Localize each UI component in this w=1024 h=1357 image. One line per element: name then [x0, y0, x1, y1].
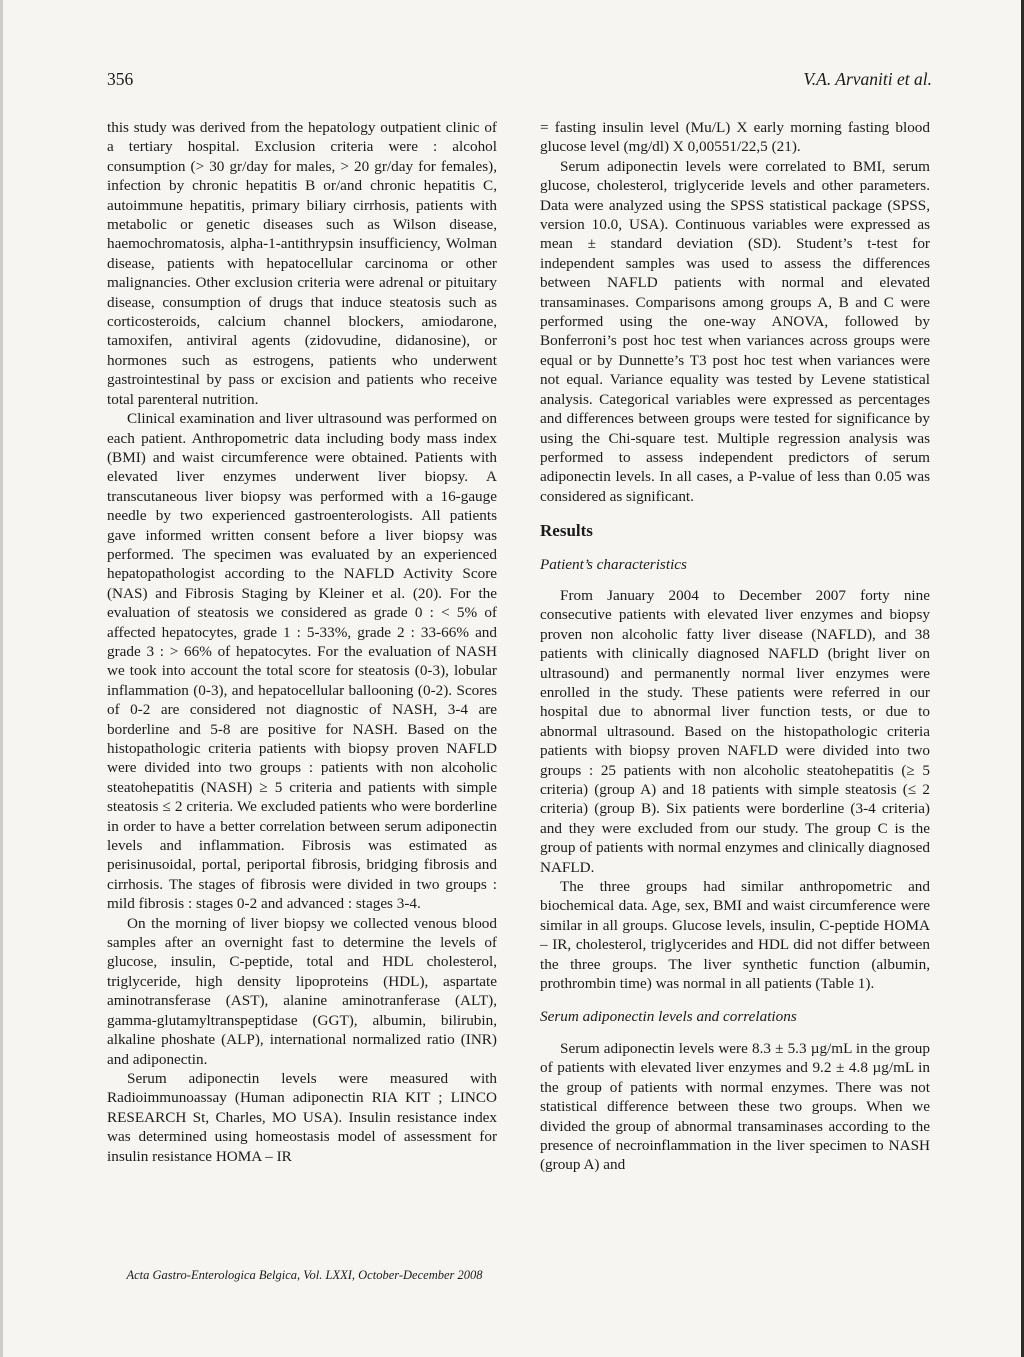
statistics-paragraph: Serum adiponectin levels were correlated to BMI, serum glucose, cholesterol, triglyceride levels and other parameters. Data were analyzed using the SPSS statistical package (SPSS, version 10.0, USA). Continuous variables were expressed as mean ± standard deviation (SD). Student’s t-test for independent samples was used to assess the differences between NAFLD patients with normal and elevated transaminases. Comparisons among groups A, B and C were performed using the one-way ANOVA, followed by Bonferroni’s post hoc test when variances across groups were equal or by Dunnette’s T3 post hoc test when variances were not equal. Variance equality was tested by Levene statistical analysis. Categorical variables were expressed as percentages and differences between groups were tested for significance by using the Chi-square test. Multiple regression analysis was performed to assess independent predictors of serum adiponectin levels. In all cases, a P-value of less than 0.05 was considered as significant.: [540, 157, 930, 505]
patients-paragraph-groups: The three groups had similar anthropometric and biochemical data. Age, sex, BMI and waist circumference were similar in all groups. Glucose levels, insulin, C-peptide HOMA – IR, cholesterol, triglycerides and HDL did not differ between the three groups. The liver synthetic function (albumin, prothrombin time) was normal in all patients (Table 1).: [540, 878, 930, 993]
methods-paragraph-blood-samples: On the morning of liver biopsy we collected venous blood samples after an overnight fast to determine the levels of glucose, insulin, C-peptide, total and HDL cholesterol, triglyceride, high density lipoproteins (HDL), aspartate aminotransferase (AST), alanine aminotranferase (ALT), gamma-glutamyltranspeptidase (GGT), albumin, bilirubin, alkaline phoshate (ALP), international normalized ratio (INR) and adiponectin.: [107, 914, 497, 1068]
patients-paragraph-enrollment: From January 2004 to December 2007 forty nine consecutive patients with elevated liver enzymes and biopsy proven non alcoholic fatty liver disease (NAFLD), and 38 patients with clinically diagnosed NAFLD (bright liver on ultrasound) and permanently normal liver enzymes were enrolled in the study. These patients were referred in our hospital due to abnormal liver function tests, or due to abnormal ultrasound. Based on the histopathologic criteria patients with biopsy proven NAFLD were divided into two groups : 25 patients with non alcoholic steatohepatitis (≥ 5 criteria) (group A) and 18 patients with simple steatosis (≤ 2 criteria) (group B). Six patients were borderline (3-4 criteria) and they were excluded from our study. The group C is the group of patients with normal enzymes and clinically diagnosed NAFLD.: [540, 586, 930, 876]
methods-paragraph-adiponectin-assay: Serum adiponectin levels were measured with Radioimmunoassay (Human adiponectin RIA KIT ; LINCO RESEARCH St, Charles, MO USA). Insulin resistance index was determined using homeostasis model of assessment for insulin resistance HOMA – IR: [107, 1069, 497, 1165]
methods-paragraph-biopsy: Clinical examination and liver ultrasound was performed on each patient. Anthropometric data including body mass index (BMI) and waist circumference were obtained. Patients with elevated liver enzymes underwent liver biopsy. A transcutaneous liver biopsy was performed with a 16-gauge needle by two experienced gastroenterologists. All patients gave informed written consent before a liver biopsy was performed. The specimen was evaluated by an experienced hepatopathologist according to the NAFLD Activity Score (NAS) and Fibrosis Staging by Kleiner et al. (20). For the evaluation of steatosis we considered as grade 0 : < 5% of affected hepatocytes, grade 1 : 5-33%, grade 2 : 33-66% and grade 3 : > 66% of hepatocytes. For the evaluation of NASH we took into account the total score for steatosis (0-3), lobular inflammation (0-3), and hepatocellular ballooning (0-2). Scores of 0-2 are considered not diagnostic of NASH, 3-4 are borderline and 5-8 are positive for NASH. Based on the histopathologic criteria patients with biopsy proven NAFLD were divided into two groups : patients with non alcoholic steatohepatitis (NASH) ≥ 5 criteria and patients with simple steatosis ≤ 2 criteria. We excluded patients who were borderline in order to have a better correlation between serum adiponectin levels and inflammation. Fibrosis was estimated as perisinusoidal, portal, periportal fibrosis, bridging fibrosis and cirrhosis. The stages of fibrosis were divided in two groups : mild fibrosis : stages 0-2 and advanced : stages 3-4.: [107, 410, 497, 913]
results-heading: Results: [540, 521, 593, 541]
patients-characteristics-heading: Patient’s characteristics: [540, 555, 687, 573]
page-header: [107, 69, 932, 93]
methods-paragraph-exclusion: this study was derived from the hepatology outpatient clinic of a tertiary hospital. Exclusion criteria were : alcohol consumption (> 30 gr/day for males, > 20 gr/day for females), infection by chronic hepatitis B or/and chronic hepatitis C, autoimmune hepatitis, primary biliary cirrhosis, patients with metabolic or genetic diseases such as Wilson disease, haemochromatosis, alpha-1-antithrypsin insufficiency, Wolman disease, patients with hepatocellular carcinoma or other malignancies. Other exclusion criteria were adrenal or pituitary disease, consumption of drugs that induce steatosis such as corticosteroids, calcium channel blockers, amiodarone, tamoxifen, antiviral agents (zidovudine, didanosine), or hormones such as estrogens, patients who underwent gastrointestinal by pass or excision and patients who receive total parenteral nutrition.: [107, 119, 497, 408]
page-number: 356: [107, 69, 134, 89]
right-column: [540, 118, 930, 1175]
scan-left-edge: [0, 0, 3, 1357]
homa-formula-paragraph: = fasting insulin level (Mu/L) X early morning fasting blood glucose level (mg/dl) X 0,00551/22,5 (21).: [540, 119, 930, 156]
left-column: [107, 118, 497, 1166]
adiponectin-correlations-heading: Serum adiponectin levels and correlations: [540, 1008, 797, 1026]
running-head-authors: V.A. Arvaniti et al.: [803, 69, 932, 89]
adiponectin-levels-paragraph: Serum adiponectin levels were 8.3 ± 5.3 µg/mL in the group of patients with elevated liver enzymes and 9.2 ± 4.8 µg/mL in the group of patients with normal enzymes. There was not statistical difference between these two groups. When we divided the group of abnormal transaminases according to the presence of necroinflammation in the liver specimen to NASH (group A) and: [540, 1039, 930, 1174]
journal-footer: Acta Gastro-Enterologica Belgica, Vol. LXXI, October-December 2008: [126, 1268, 483, 1282]
